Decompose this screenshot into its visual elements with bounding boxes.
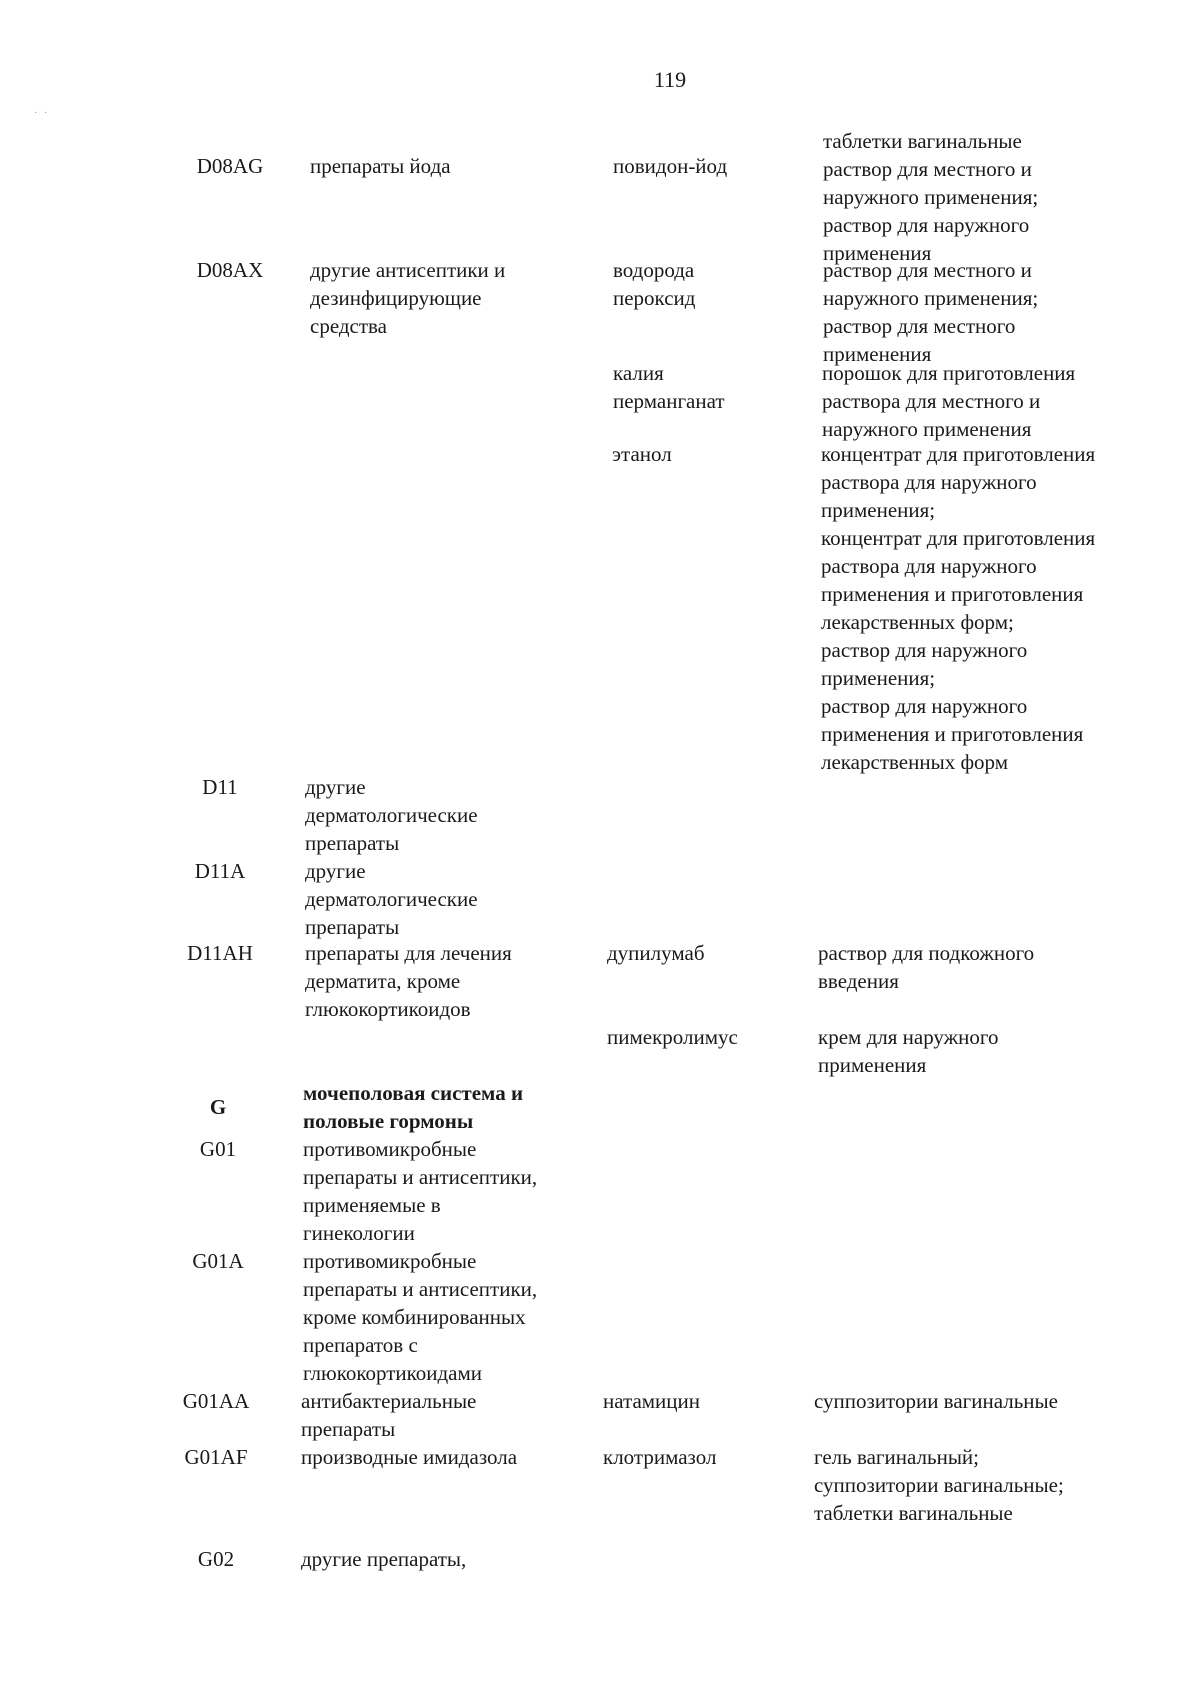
table-row-d11 [0, 773, 1200, 857]
dosage-forms: гель вагинальный; суппозитории вагинальные; таблетки вагинальные [814, 1445, 1064, 1525]
active-substance: пимекролимус [607, 1025, 738, 1049]
table-row-pimecrolimus [0, 1023, 1200, 1079]
pharmacological-group: противомикробные препараты и антисептики, кроме комбинированных препаратов с глюкокортикоидами [303, 1249, 538, 1385]
scan-specks: · · [34, 108, 50, 119]
dosage-forms: крем для наружного применения [818, 1025, 999, 1077]
active-substance: калия перманганат [613, 361, 725, 413]
atc-code: D08AX [196, 258, 264, 282]
pharmacological-group: мочеполовая система и половые гормоны [303, 1081, 524, 1133]
active-substance: повидон-йод [613, 154, 728, 178]
page-number: 119 [653, 67, 687, 92]
drug-classification-table [0, 127, 1200, 1585]
table-row-g01aa [0, 1387, 1200, 1443]
table-row-ethanol [0, 440, 1200, 773]
pharmacological-group: другие препараты, [301, 1547, 467, 1571]
atc-code: D11 [202, 775, 238, 799]
atc-code: G02 [197, 1547, 235, 1571]
pharmacological-group: противомикробные препараты и антисептики, применяемые в гинекологии [303, 1137, 538, 1245]
active-substance: натамицин [603, 1389, 701, 1413]
atc-code: G01 [199, 1137, 237, 1161]
table-row-g01 [0, 1135, 1200, 1247]
table-row-d11ah [0, 939, 1200, 1023]
pharmacological-group: другие дерматологические препараты [305, 859, 478, 939]
table-row-d08ag [0, 127, 1200, 265]
table-row-g01a [0, 1247, 1200, 1387]
atc-code: G01AF [184, 1445, 248, 1469]
dosage-forms: таблетки вагинальные раствор для местного и наружного применения; раствор для наружного применения [823, 129, 1039, 265]
atc-code: G01A [192, 1249, 244, 1273]
active-substance: дупилумаб [607, 941, 705, 965]
active-substance: этанол [612, 442, 672, 466]
table-row-g01af [0, 1443, 1200, 1545]
active-substance: клотримазол [603, 1445, 717, 1469]
table-row-d08ax [0, 256, 1200, 366]
pharmacological-group: производные имидазола [301, 1445, 518, 1469]
table-row-d11a [0, 857, 1200, 939]
pharmacological-group: препараты для лечения дерматита, кроме глюкокортикоидов [305, 941, 512, 1021]
table-row-potassium-permanganate [0, 359, 1200, 440]
atc-code: G01AA [182, 1389, 250, 1413]
pharmacological-group: антибактериальные препараты [301, 1389, 477, 1441]
pharmacological-group: другие антисептики и дезинфицирующие средства [310, 258, 506, 338]
atc-code: D08AG [196, 154, 264, 178]
dosage-forms: концентрат для приготовления раствора для наружного применения; концентрат для приготовления раствора для наружного применения и приготовления лекарственных форм; раствор для наружного применения; раствор для наружного применения и приготовления лекарственных форм [821, 442, 1096, 774]
pharmacological-group: препараты йода [310, 154, 451, 178]
pharmacological-group: другие дерматологические препараты [305, 775, 478, 855]
dosage-forms: суппозитории вагинальные [814, 1389, 1058, 1413]
dosage-forms: порошок для приготовления раствора для местного и наружного применения [822, 361, 1076, 441]
atc-code: G [209, 1095, 227, 1119]
atc-code: D11A [194, 859, 246, 883]
atc-code: D11AH [187, 941, 253, 965]
dosage-forms: раствор для местного и наружного применения; раствор для местного применения [823, 258, 1039, 366]
dosage-forms: раствор для подкожного введения [818, 941, 1035, 993]
active-substance: водорода пероксид [613, 258, 696, 310]
table-row-g02 [0, 1545, 1200, 1585]
table-row-g [0, 1079, 1200, 1135]
